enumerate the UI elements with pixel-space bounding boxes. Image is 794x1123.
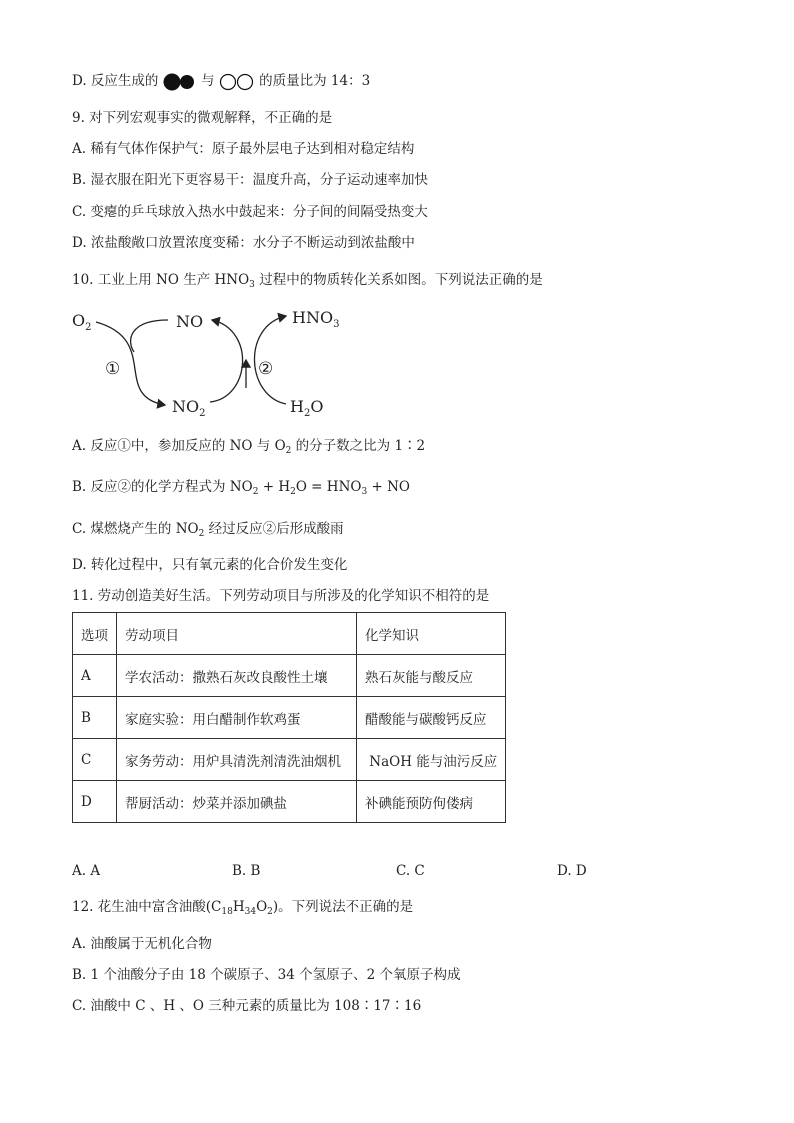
arrow-no-branch (131, 320, 168, 352)
header-option: 选项 (73, 613, 117, 655)
diagram-o2-label: $O_2$ (72, 311, 92, 333)
q10-option-d: D. 转化过程中，只有氧元素的化合价发生变化 (72, 557, 348, 573)
table-cell: D (73, 781, 117, 823)
q10-stem (72, 270, 543, 295)
q10-option-a: A. 反应①中，参加反应的 NO 与 $O_2$ 的分子数之比为 1∶2 (72, 438, 426, 456)
q12-option-a: A. 油酸属于无机化合物 (72, 936, 212, 952)
q8d-suffix: 的质量比为 14：3 (259, 73, 371, 89)
table-cell: 熟石灰能与酸反应 (357, 655, 506, 697)
table-row (73, 739, 506, 781)
diagram-hno3-label: $HNO_3$ (292, 308, 340, 330)
table-cell: B (73, 697, 117, 739)
table-cell: A (73, 655, 117, 697)
q11-answer-b: B. B (232, 863, 261, 879)
diagram-step1-label: ① (105, 359, 121, 379)
table-cell: 家务劳动：用炉具清洗剂清洗油烟机 (117, 739, 357, 781)
nitrogen-molecule-icon (163, 73, 197, 91)
conversion-diagram (60, 300, 360, 425)
diagram-h2o-label: $H_2O$ (290, 397, 324, 419)
table-row (73, 655, 506, 697)
table-cell: 学农活动：撒熟石灰改良酸性土壤 (117, 655, 357, 697)
q10-stem-sub: 3 (249, 280, 255, 290)
q10-option-b: B. 反应②的化学方程式为 $NO_2 + H_2O = HNO_3$ + NO (72, 479, 410, 497)
q10-option-c: C. 煤燃烧产生的 $NO_2$ 经过反应②后形成酸雨 (72, 521, 344, 539)
q11-answer-a: A. A (72, 863, 101, 879)
q12-stem: 12. 花生油中富含油酸$(C_{18}H_{34}O_2)$。下列说法不正确的是 (72, 899, 414, 917)
table-cell: 帮厨活动：炒菜并添加碘盐 (117, 781, 357, 823)
table-row (73, 781, 506, 823)
q9-option-d: D. 浓盐酸敞口放置浓度变稀：水分子不断运动到浓盐酸中 (72, 235, 415, 251)
q8-option-d (72, 71, 370, 91)
hydrogen-molecule-icon (219, 73, 255, 91)
table-cell: C (73, 739, 117, 781)
q9-option-b: B. 湿衣服在阳光下更容易干：温度升高，分子运动速率加快 (72, 172, 429, 188)
table-row (73, 697, 506, 739)
diagram-no2-label: $NO_2$ (172, 397, 206, 419)
q9-option-c: C. 变瘪的乒乓球放入热水中鼓起来：分子间的间隔受热变大 (72, 204, 428, 220)
table-header-row (73, 613, 506, 655)
q9-stem: 9. 对下列宏观事实的微观解释，不正确的是 (72, 110, 333, 126)
q10-stem-a: 10. 工业上用 NO 生产 HNO (72, 272, 250, 288)
q8d-prefix: D. 反应生成的 (72, 73, 159, 89)
table-cell: 家庭实验：用白醋制作软鸡蛋 (117, 697, 357, 739)
table-cell: 醋酸能与碳酸钙反应 (357, 697, 506, 739)
q8d-mid: 与 (201, 73, 215, 89)
arrow-no2-to-no (210, 320, 243, 402)
q12-option-b: B. 1 个油酸分子由 18 个碳原子、34 个氢原子、2 个氧原子构成 (72, 967, 461, 983)
table-cell: 补碘能预防佝偻病 (357, 781, 506, 823)
q11-stem: 11. 劳动创造美好生活。下列劳动项目与所涉及的化学知识不相符的是 (72, 588, 490, 604)
q11-answer-d: D. D (557, 863, 587, 879)
q9-option-a: A. 稀有气体作保护气：原子最外层电子达到相对稳定结构 (72, 141, 415, 157)
q11-answer-c: C. C (396, 863, 425, 879)
header-labor-item: 劳动项目 (117, 613, 357, 655)
diagram-step2-label: ② (258, 359, 274, 379)
q12-option-c: C. 油酸中 C 、H 、O 三种元素的质量比为 108∶17∶16 (72, 998, 422, 1014)
table-cell: NaOH 能与油污反应 (357, 739, 506, 781)
q10-stem-b: 过程中的物质转化关系如图。下列说法正确的是 (254, 272, 543, 288)
q11-table (72, 612, 506, 823)
header-chem-knowledge: 化学知识 (357, 613, 506, 655)
diagram-no-label: NO (176, 312, 204, 331)
